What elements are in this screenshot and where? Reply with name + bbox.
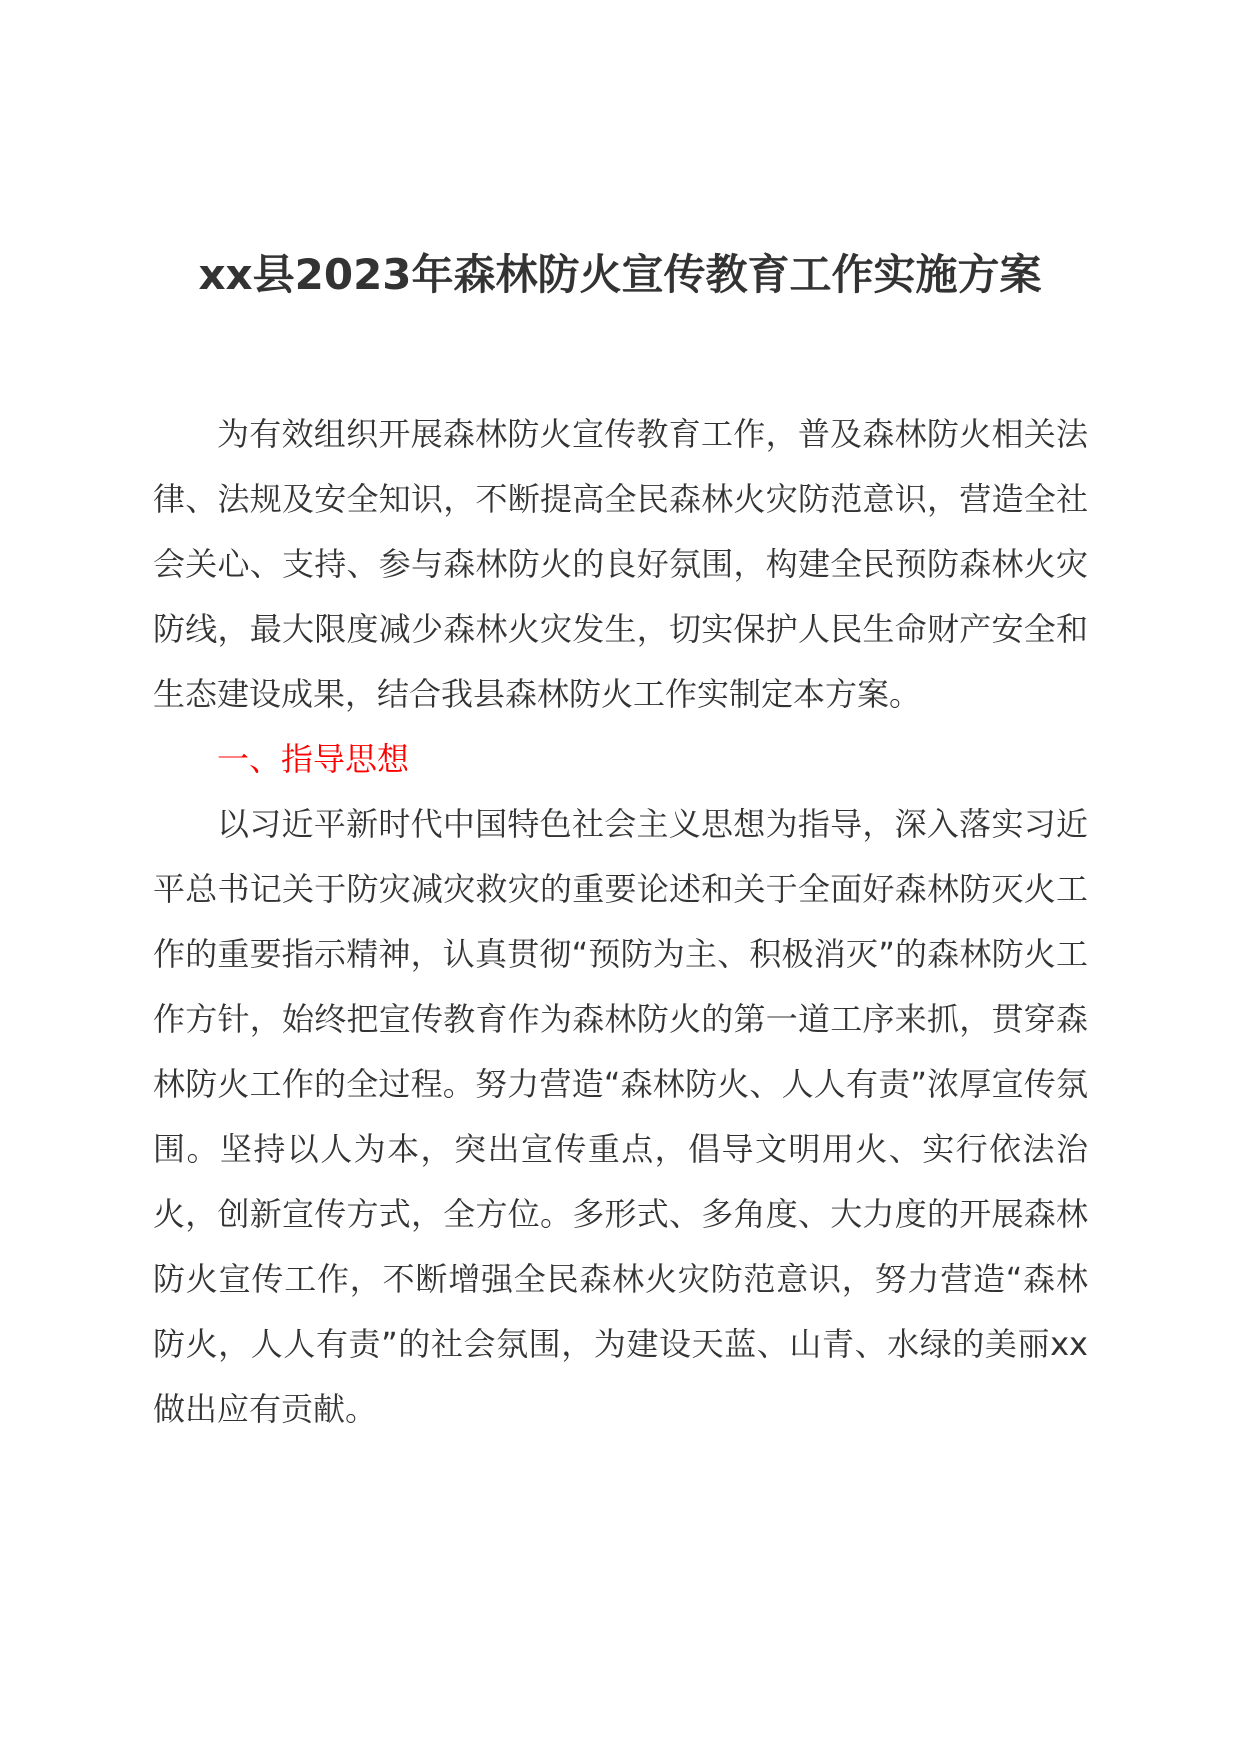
intro-paragraph: 为有效组织开展森林防火宣传教育工作，普及森林防火相关法律、法规及安全知识，不断提高全民森林火灾防范意识，营造全社会关心、支持、参与森林防火的良好氛围，构建全民预防森林火灾防线，最大限度减少森林火灾发生，切实保护人民生命财产安全和生态建设成果，结合我县森林防火工作实制定本方案。 <box>153 415 1088 713</box>
document-title: xx县2023年森林防火宣传教育工作实施方案 <box>198 250 1042 299</box>
section-heading-guiding-ideology: 一、指导思想 <box>217 740 410 778</box>
guiding-ideology-paragraph: 以习近平新时代中国特色社会主义思想为指导，深入落实习近平总书记关于防灾减灾救灾的重要论述和关于全面好森林防灭火工作的重要指示精神，认真贯彻“预防为主、积极消灭”的森林防火工作方针，始终把宣传教育作为森林防火的第一道工序来抓，贯穿森林防火工作的全过程。努力营造“森林防火、人人有责”浓厚宣传氛围。坚持以人为本，突出宣传重点，倡导文明用火、实行依法治火，创新宣传方式，全方位。多形式、多角度、大力度的开展森林防火宣传工作，不断增强全民森林火灾防范意识，努力营造“森林防火，人人有责”的社会氛围，为建设天蓝、山青、水绿的美丽xx做出应有贡献。 <box>153 805 1088 1428</box>
document-body <box>153 402 1088 1442</box>
